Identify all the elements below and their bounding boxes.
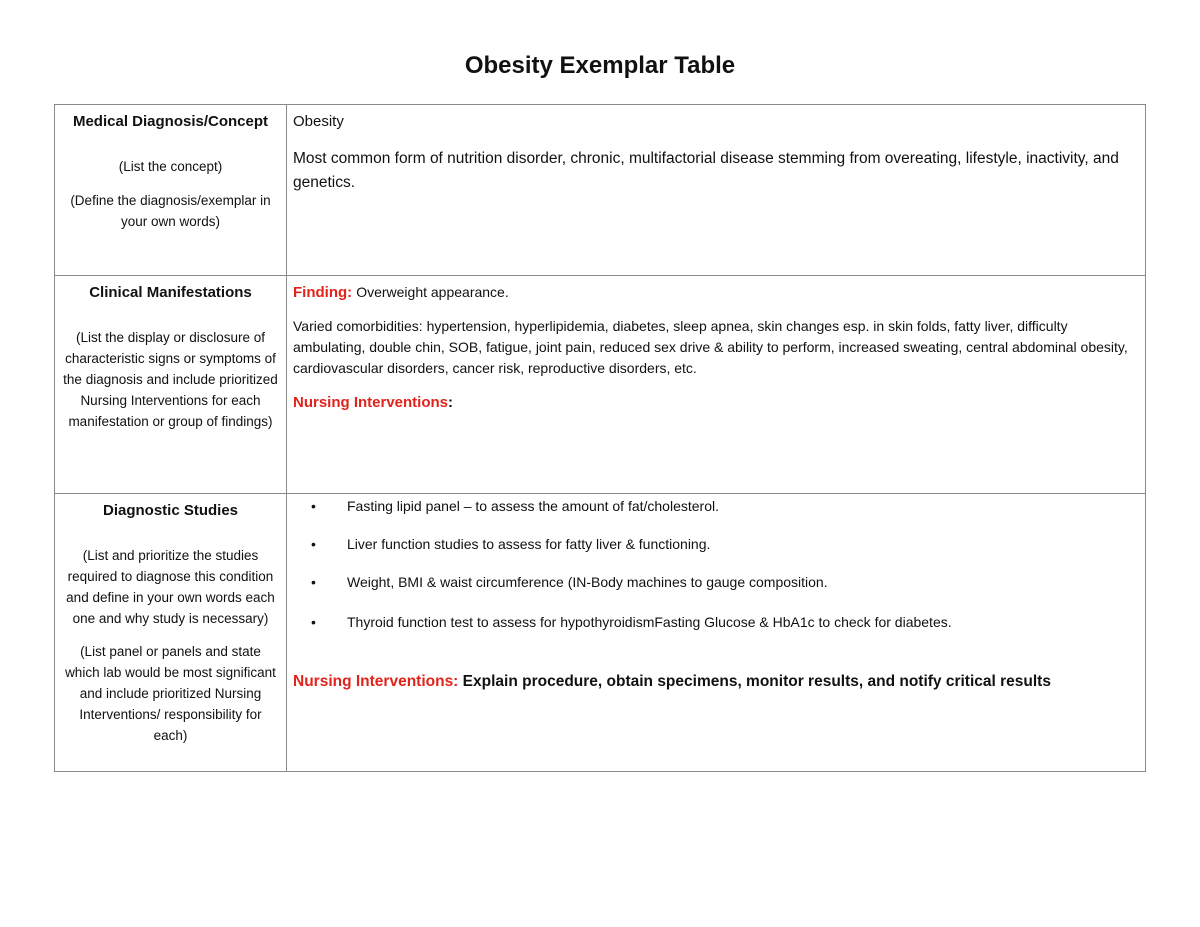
diagnostics-note-2: (List panel or panels and state which lab would be most significant and include prioritized Nursing Interventions/ responsibility for each) xyxy=(65,644,276,743)
manifestations-label-cell xyxy=(55,276,287,494)
diagnosis-heading: Medical Diagnosis/Concept xyxy=(72,113,269,130)
manifestations-ni-colon: : xyxy=(448,394,454,411)
diagnosis-label-cell xyxy=(55,105,287,276)
diagnosis-note-1: (List the concept) xyxy=(118,159,223,174)
bullet-icon: • xyxy=(311,574,316,590)
table-row-diagnosis xyxy=(55,105,1146,276)
diagnostics-ni-label: Nursing Interventions: xyxy=(293,673,459,690)
bullet-icon: • xyxy=(311,498,316,514)
table-row-diagnostics xyxy=(55,494,1146,772)
comorbidities-label: Varied comorbidities: xyxy=(293,318,423,334)
diagnosis-note-2: (Define the diagnosis/exemplar in your own words) xyxy=(70,193,271,229)
study-text: Fasting lipid panel – to assess the amount of fat/cholesterol. xyxy=(347,498,719,514)
finding-label: Finding: xyxy=(293,284,353,301)
manifestations-content-cell xyxy=(287,276,1146,494)
page-title: Obesity Exemplar Table xyxy=(464,52,736,79)
study-text: Liver function studies to assess for fatty liver & functioning. xyxy=(347,536,711,552)
manifestations-ni-label: Nursing Interventions xyxy=(293,394,449,411)
diagnosis-content-cell xyxy=(287,105,1146,276)
manifestations-note: (List the display or disclosure of characteristic signs or symptoms of the diagnosis and include prioritized Nursing Interventions for each manifestation or group of findings) xyxy=(63,330,278,429)
concept-definition: Most common form of nutrition disorder, chronic, multifactorial disease stemming from overeating, lifestyle, inactivity, and genetics. xyxy=(293,150,1119,191)
diagnostics-label-cell xyxy=(55,494,287,772)
comorbidities-text: hypertension, hyperlipidemia, diabetes, sleep apnea, skin changes esp. in skin folds, fatty liver, difficulty ambulating, double chin, SOB, fatigue, joint pain, reduced sex drive & ability to perform, increased sweating, central abdominal obesity, cardiovascular disorders, cancer risk, reproductive disorders, etc. xyxy=(293,318,1128,376)
diagnostic-studies-list xyxy=(293,496,1139,633)
finding-text: Overweight appearance. xyxy=(356,284,509,300)
list-item xyxy=(293,572,1139,593)
diagnostics-note-1: (List and prioritize the studies required to diagnose this condition and define in your own words each one and why study is necessary) xyxy=(66,548,275,626)
list-item xyxy=(293,534,1139,555)
exemplar-table xyxy=(54,104,1146,772)
diagnostics-content-cell xyxy=(287,494,1146,772)
study-text: Thyroid function test to assess for hypothyroidismFasting Glucose & HbA1c to check for diabetes. xyxy=(347,614,952,630)
manifestations-heading: Clinical Manifestations xyxy=(89,284,252,301)
study-text: Weight, BMI & waist circumference (IN-Body machines to gauge composition. xyxy=(347,574,828,590)
list-item xyxy=(293,496,1139,517)
list-item xyxy=(293,612,1139,633)
diagnostics-ni-text: Explain procedure, obtain specimens, monitor results, and notify critical results xyxy=(462,673,1051,690)
diagnostics-heading: Diagnostic Studies xyxy=(102,502,239,519)
table-row-manifestations xyxy=(55,276,1146,494)
bullet-icon: • xyxy=(311,536,316,552)
bullet-icon: • xyxy=(311,614,316,630)
concept-name: Obesity xyxy=(293,113,344,130)
